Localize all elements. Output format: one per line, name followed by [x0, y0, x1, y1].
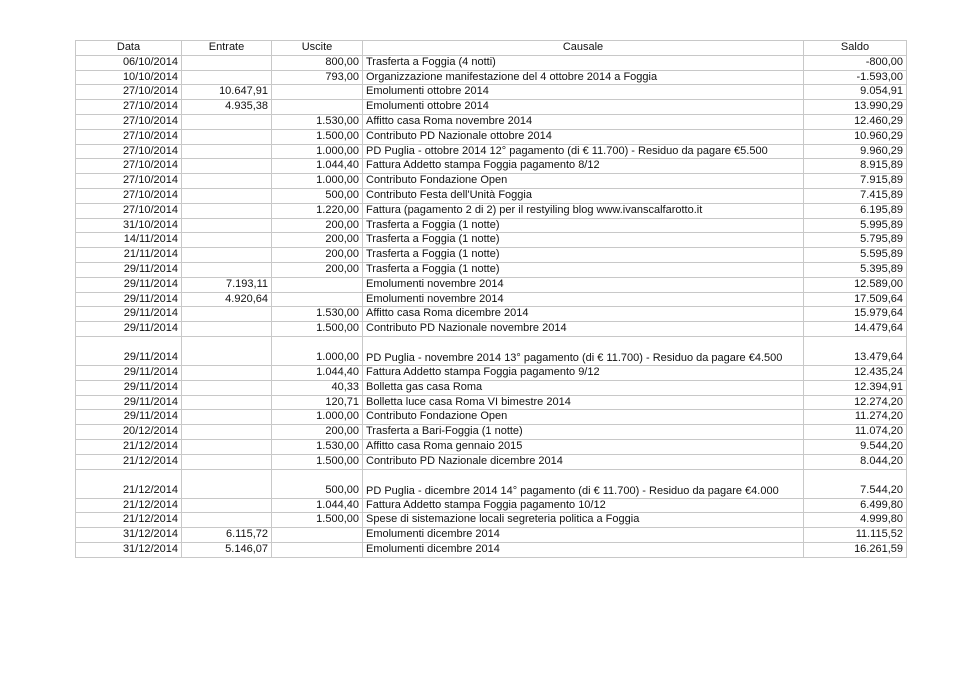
cell-saldo: 12.274,20 [804, 395, 907, 410]
table-row [76, 70, 907, 85]
ledger-header [76, 41, 907, 56]
cell-saldo: -800,00 [804, 55, 907, 70]
cell-entrate [182, 410, 272, 425]
cell-causale: Fattura (pagamento 2 di 2) per il restyiling blog www.ivanscalfarotto.it [363, 203, 804, 218]
cell-saldo: 5.595,89 [804, 248, 907, 263]
cell-saldo: 5.795,89 [804, 233, 907, 248]
cell-causale: Emolumenti ottobre 2014 [363, 100, 804, 115]
cell-data: 27/10/2014 [76, 144, 182, 159]
cell-uscite: 1.000,00 [272, 174, 363, 189]
header-row [76, 41, 907, 56]
cell-entrate [182, 498, 272, 513]
cell-saldo: 9.054,91 [804, 85, 907, 100]
cell-data: 27/10/2014 [76, 100, 182, 115]
cell-uscite: 1.500,00 [272, 454, 363, 469]
cell-causale: Emolumenti dicembre 2014 [363, 542, 804, 557]
table-row [76, 159, 907, 174]
table-row [76, 395, 907, 410]
table-row [76, 277, 907, 292]
cell-entrate: 6.115,72 [182, 528, 272, 543]
cell-causale: Affitto casa Roma gennaio 2015 [363, 439, 804, 454]
cell-saldo: 9.960,29 [804, 144, 907, 159]
cell-saldo: 15.979,64 [804, 307, 907, 322]
cell-data: 29/11/2014 [76, 307, 182, 322]
table-row [76, 248, 907, 263]
table-row [76, 55, 907, 70]
cell-uscite: 1.000,00 [272, 144, 363, 159]
cell-saldo: 13.990,29 [804, 100, 907, 115]
cell-causale: Affitto casa Roma novembre 2014 [363, 114, 804, 129]
table-row [76, 425, 907, 440]
table-row [76, 85, 907, 100]
cell-entrate: 4.935,38 [182, 100, 272, 115]
cell-uscite: 1.530,00 [272, 114, 363, 129]
cell-saldo: 7.544,20 [804, 469, 907, 498]
cell-uscite [272, 528, 363, 543]
cell-causale: PD Puglia - ottobre 2014 12° pagamento (di € 11.700) - Residuo da pagare €5.500 [363, 144, 804, 159]
cell-causale: Spese di sistemazione locali segreteria politica a Foggia [363, 513, 804, 528]
table-row [76, 129, 907, 144]
cell-data: 06/10/2014 [76, 55, 182, 70]
cell-entrate [182, 307, 272, 322]
cell-causale: Contributo PD Nazionale ottobre 2014 [363, 129, 804, 144]
table-row [76, 454, 907, 469]
cell-uscite: 1.000,00 [272, 336, 363, 365]
cell-entrate [182, 188, 272, 203]
cell-data: 21/12/2014 [76, 498, 182, 513]
cell-saldo: 8.044,20 [804, 454, 907, 469]
cell-causale: Organizzazione manifestazione del 4 ottobre 2014 a Foggia [363, 70, 804, 85]
cell-causale: Emolumenti ottobre 2014 [363, 85, 804, 100]
cell-data: 21/12/2014 [76, 439, 182, 454]
cell-data: 27/10/2014 [76, 129, 182, 144]
cell-entrate [182, 70, 272, 85]
cell-data: 31/10/2014 [76, 218, 182, 233]
cell-data: 29/11/2014 [76, 395, 182, 410]
cell-causale: Bolletta luce casa Roma VI bimestre 2014 [363, 395, 804, 410]
cell-causale: Contributo PD Nazionale novembre 2014 [363, 322, 804, 337]
cell-data: 31/12/2014 [76, 542, 182, 557]
cell-data: 29/11/2014 [76, 380, 182, 395]
cell-entrate [182, 233, 272, 248]
cell-entrate [182, 365, 272, 380]
ledger-body [76, 55, 907, 557]
cell-data: 29/11/2014 [76, 365, 182, 380]
cell-uscite: 1.500,00 [272, 513, 363, 528]
table-row [76, 262, 907, 277]
cell-data: 21/12/2014 [76, 513, 182, 528]
cell-entrate: 5.146,07 [182, 542, 272, 557]
cell-uscite: 500,00 [272, 469, 363, 498]
cell-data: 29/11/2014 [76, 322, 182, 337]
table-row [76, 188, 907, 203]
cell-data: 21/12/2014 [76, 454, 182, 469]
cell-causale: Fattura Addetto stampa Foggia pagamento 9/12 [363, 365, 804, 380]
cell-data: 29/11/2014 [76, 292, 182, 307]
cell-causale: Affitto casa Roma dicembre 2014 [363, 307, 804, 322]
cell-data: 29/11/2014 [76, 336, 182, 365]
cell-entrate [182, 174, 272, 189]
cell-uscite: 200,00 [272, 248, 363, 263]
cell-uscite [272, 292, 363, 307]
cell-saldo: 8.915,89 [804, 159, 907, 174]
cell-uscite: 200,00 [272, 233, 363, 248]
cell-causale: Contributo Fondazione Open [363, 174, 804, 189]
cell-uscite: 800,00 [272, 55, 363, 70]
cell-entrate [182, 322, 272, 337]
cell-uscite [272, 542, 363, 557]
cell-entrate [182, 395, 272, 410]
cell-saldo: 12.589,00 [804, 277, 907, 292]
cell-uscite: 200,00 [272, 425, 363, 440]
cell-uscite [272, 100, 363, 115]
cell-entrate [182, 203, 272, 218]
table-row [76, 233, 907, 248]
cell-data: 27/10/2014 [76, 203, 182, 218]
cell-uscite: 200,00 [272, 218, 363, 233]
cell-causale: Bolletta gas casa Roma [363, 380, 804, 395]
table-row [76, 203, 907, 218]
cell-saldo: 6.499,80 [804, 498, 907, 513]
cell-saldo: 11.115,52 [804, 528, 907, 543]
cell-data: 27/10/2014 [76, 159, 182, 174]
cell-data: 21/11/2014 [76, 248, 182, 263]
cell-entrate [182, 129, 272, 144]
cell-uscite [272, 85, 363, 100]
cell-entrate [182, 144, 272, 159]
cell-causale: PD Puglia - novembre 2014 13° pagamento (di € 11.700) - Residuo da pagare €4.500 [363, 336, 804, 365]
cell-entrate [182, 336, 272, 365]
cell-entrate [182, 380, 272, 395]
cell-entrate [182, 425, 272, 440]
cell-uscite: 1.220,00 [272, 203, 363, 218]
cell-data: 21/12/2014 [76, 469, 182, 498]
table-row [76, 365, 907, 380]
cell-data: 10/10/2014 [76, 70, 182, 85]
cell-causale: Emolumenti novembre 2014 [363, 292, 804, 307]
cell-saldo: 7.415,89 [804, 188, 907, 203]
cell-uscite: 1.000,00 [272, 410, 363, 425]
cell-causale: Trasferta a Foggia (1 notte) [363, 262, 804, 277]
cell-saldo: 13.479,64 [804, 336, 907, 365]
table-row [76, 410, 907, 425]
cell-causale: Fattura Addetto stampa Foggia pagamento 10/12 [363, 498, 804, 513]
header-causale: Causale [363, 41, 804, 56]
table-row [76, 174, 907, 189]
cell-saldo: 12.394,91 [804, 380, 907, 395]
cell-saldo: 9.544,20 [804, 439, 907, 454]
cell-saldo: 16.261,59 [804, 542, 907, 557]
cell-data: 27/10/2014 [76, 114, 182, 129]
header-saldo: Saldo [804, 41, 907, 56]
cell-uscite: 1.530,00 [272, 439, 363, 454]
table-row [76, 469, 907, 498]
cell-uscite: 200,00 [272, 262, 363, 277]
cell-uscite: 500,00 [272, 188, 363, 203]
table-row [76, 336, 907, 365]
cell-saldo: 4.999,80 [804, 513, 907, 528]
cell-causale: Trasferta a Foggia (1 notte) [363, 218, 804, 233]
table-row [76, 528, 907, 543]
cell-entrate [182, 248, 272, 263]
table-row [76, 292, 907, 307]
cell-saldo: -1.593,00 [804, 70, 907, 85]
cell-causale: Contributo PD Nazionale dicembre 2014 [363, 454, 804, 469]
table-row [76, 380, 907, 395]
cell-uscite: 1.530,00 [272, 307, 363, 322]
cell-causale: Trasferta a Foggia (1 notte) [363, 248, 804, 263]
table-row [76, 513, 907, 528]
table-row [76, 114, 907, 129]
header-uscite: Uscite [272, 41, 363, 56]
cell-saldo: 11.274,20 [804, 410, 907, 425]
cell-causale: Emolumenti novembre 2014 [363, 277, 804, 292]
cell-entrate [182, 218, 272, 233]
table-row [76, 307, 907, 322]
cell-saldo: 14.479,64 [804, 322, 907, 337]
cell-uscite: 40,33 [272, 380, 363, 395]
cell-entrate [182, 513, 272, 528]
cell-entrate [182, 439, 272, 454]
cell-data: 20/12/2014 [76, 425, 182, 440]
cell-causale: Trasferta a Foggia (1 notte) [363, 233, 804, 248]
cell-saldo: 7.915,89 [804, 174, 907, 189]
cell-entrate [182, 55, 272, 70]
table-row [76, 498, 907, 513]
cell-saldo: 6.195,89 [804, 203, 907, 218]
cell-causale: Trasferta a Bari-Foggia (1 notte) [363, 425, 804, 440]
cell-causale: PD Puglia - dicembre 2014 14° pagamento (di € 11.700) - Residuo da pagare €4.000 [363, 469, 804, 498]
cell-uscite: 1.500,00 [272, 129, 363, 144]
table-row [76, 144, 907, 159]
cell-entrate [182, 454, 272, 469]
cell-data: 27/10/2014 [76, 85, 182, 100]
cell-data: 29/11/2014 [76, 410, 182, 425]
table-row [76, 100, 907, 115]
ledger-table [75, 40, 907, 558]
cell-data: 29/11/2014 [76, 277, 182, 292]
cell-entrate: 10.647,91 [182, 85, 272, 100]
cell-entrate [182, 114, 272, 129]
cell-saldo: 5.995,89 [804, 218, 907, 233]
cell-saldo: 12.435,24 [804, 365, 907, 380]
cell-causale: Contributo Fondazione Open [363, 410, 804, 425]
header-data: Data [76, 41, 182, 56]
cell-saldo: 17.509,64 [804, 292, 907, 307]
cell-data: 27/10/2014 [76, 174, 182, 189]
cell-data: 14/11/2014 [76, 233, 182, 248]
table-row [76, 439, 907, 454]
cell-saldo: 12.460,29 [804, 114, 907, 129]
cell-uscite: 1.500,00 [272, 322, 363, 337]
cell-entrate: 7.193,11 [182, 277, 272, 292]
cell-uscite: 1.044,40 [272, 365, 363, 380]
cell-uscite: 1.044,40 [272, 498, 363, 513]
table-row [76, 542, 907, 557]
header-entrate: Entrate [182, 41, 272, 56]
cell-uscite: 1.044,40 [272, 159, 363, 174]
cell-data: 29/11/2014 [76, 262, 182, 277]
cell-causale: Emolumenti dicembre 2014 [363, 528, 804, 543]
cell-entrate: 4.920,64 [182, 292, 272, 307]
cell-saldo: 11.074,20 [804, 425, 907, 440]
cell-causale: Fattura Addetto stampa Foggia pagamento 8/12 [363, 159, 804, 174]
cell-uscite: 793,00 [272, 70, 363, 85]
cell-entrate [182, 262, 272, 277]
cell-saldo: 5.395,89 [804, 262, 907, 277]
cell-entrate [182, 469, 272, 498]
cell-causale: Trasferta a Foggia (4 notti) [363, 55, 804, 70]
table-row [76, 218, 907, 233]
cell-entrate [182, 159, 272, 174]
cell-uscite: 120,71 [272, 395, 363, 410]
table-row [76, 322, 907, 337]
cell-data: 31/12/2014 [76, 528, 182, 543]
cell-causale: Contributo Festa dell'Unità Foggia [363, 188, 804, 203]
cell-data: 27/10/2014 [76, 188, 182, 203]
cell-uscite [272, 277, 363, 292]
cell-saldo: 10.960,29 [804, 129, 907, 144]
